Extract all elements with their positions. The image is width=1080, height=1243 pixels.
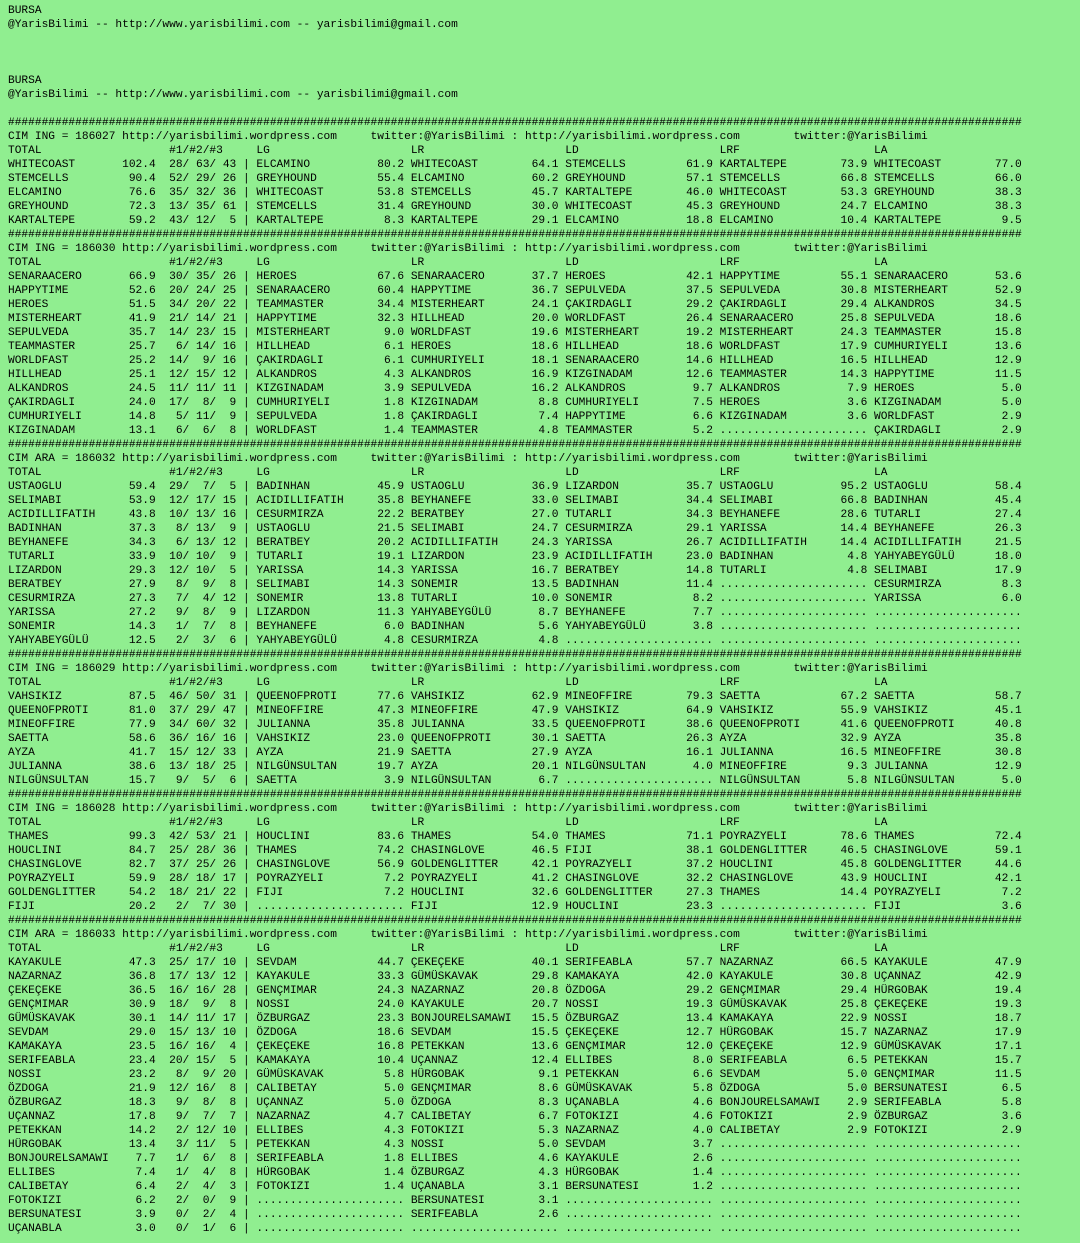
table-row: KARTALTEPE 59.2 43/ 12/ 5 | KARTALTEPE 8.3 KARTALTEPE 29.1 ELCAMINO 18.8 ELCAMINO 10.4 KARTALTEPE 9.5: [8, 215, 1022, 227]
table-row: TUTARLI 33.9 10/ 10/ 9 | TUTARLI 19.1 LIZARDON 23.9 ACIDILLIFATIH 23.0 BADINHAN 4.8 YAHYABEYGÜLÜ 18.0: [8, 551, 1022, 563]
table-row: SONEMIR 14.3 1/ 7/ 8 | BEYHANEFE 6.0 BADINHAN 5.6 YAHYABEYGÜLÜ 3.8 ...................... ......................: [8, 621, 1022, 633]
table-row: HAPPYTIME 52.6 20/ 24/ 25 | SENARAACERO 60.4 HAPPYTIME 36.7 SEPULVEDA 37.5 SEPULVEDA 30.8 MISTERHEART 52.9: [8, 285, 1022, 297]
table-row: ÖZDOGA 21.9 12/ 16/ 8 | CALIBETAY 5.0 GENÇMIMAR 8.6 GÜMÜSKAVAK 5.8 ÖZDOGA 5.0 BERSUNATESI 6.5: [8, 1083, 1022, 1095]
city-title: BURSA: [8, 75, 42, 87]
race-block: [8, 802, 1080, 914]
race-header: CIM ING = 186029 http://yarisbilimi.wordpress.com twitter:@YarisBilimi : http://yarisbilimi.wordpress.com twitter:@YarisBilimi: [8, 663, 928, 675]
hash-separator: #######################################################################################################################################################: [8, 117, 1022, 129]
table-row: NAZARNAZ 36.8 17/ 13/ 12 | KAYAKULE 33.3 GÜMÜSKAVAK 29.8 KAMAKAYA 42.0 KAYAKULE 30.8 UÇANNAZ 42.9: [8, 971, 1022, 983]
contact-line: @YarisBilimi -- http://www.yarisbilimi.com -- yarisbilimi@gmail.com: [8, 89, 458, 101]
table-row: FIJI 20.2 2/ 7/ 30 | ...................... FIJI 12.9 HOUCLINI 23.3 ...................... FIJI 3.6: [8, 901, 1022, 913]
table-row: SENARAACERO 66.9 30/ 35/ 26 | HEROES 67.6 SENARAACERO 37.7 HEROES 42.1 HAPPYTIME 55.1 SENARAACERO 53.6: [8, 271, 1022, 283]
table-row: SERIFEABLA 23.4 20/ 15/ 5 | KAMAKAYA 10.4 UÇANNAZ 12.4 ELLIBES 8.0 SERIFEABLA 6.5 PETEKKAN 15.7: [8, 1055, 1022, 1067]
race-header: CIM ARA = 186033 http://yarisbilimi.wordpress.com twitter:@YarisBilimi : http://yarisbilimi.wordpress.com twitter:@YarisBilimi: [8, 929, 928, 941]
table-row: USTAOGLU 59.4 29/ 7/ 5 | BADINHAN 45.9 USTAOGLU 36.9 LIZARDON 35.7 USTAOGLU 95.2 USTAOGLU 58.4: [8, 481, 1022, 493]
spacer: [8, 32, 1080, 60]
race-header: CIM ARA = 186032 http://yarisbilimi.wordpress.com twitter:@YarisBilimi : http://yarisbilimi.wordpress.com twitter:@YarisBilimi: [8, 453, 928, 465]
table-row: SAETTA 58.6 36/ 16/ 16 | VAHSIKIZ 23.0 QUEENOFPROTI 30.1 SAETTA 26.3 AYZA 32.9 AYZA 35.8: [8, 733, 1022, 745]
table-row: CUMHURIYELI 14.8 5/ 11/ 9 | SEPULVEDA 1.8 ÇAKIRDAGLI 7.4 HAPPYTIME 6.6 KIZGINADAM 3.6 WORLDFAST 2.9: [8, 411, 1022, 423]
table-row: ACIDILLIFATIH 43.8 10/ 13/ 16 | CESURMIRZA 22.2 BERATBEY 27.0 TUTARLI 34.3 BEYHANEFE 28.6 TUTARLI 27.4: [8, 509, 1022, 521]
table-row: QUEENOFPROTI 81.0 37/ 29/ 47 | MINEOFFIRE 47.3 MINEOFFIRE 47.9 VAHSIKIZ 64.9 VAHSIKIZ 55.9 VAHSIKIZ 45.1: [8, 705, 1022, 717]
table-row: ELLIBES 7.4 1/ 4/ 8 | HÜRGOBAK 1.4 ÖZBURGAZ 4.3 HÜRGOBAK 1.4 ...................... ......................: [8, 1167, 1022, 1179]
table-row: ELCAMINO 76.6 35/ 32/ 36 | WHITECOAST 53.8 STEMCELLS 45.7 KARTALTEPE 46.0 WHITECOAST 53.3 GREYHOUND 38.3: [8, 187, 1022, 199]
table-row: NOSSI 23.2 8/ 9/ 20 | GÜMÜSKAVAK 5.8 HÜRGOBAK 9.1 PETEKKAN 6.6 SEVDAM 5.0 GENÇMIMAR 11.5: [8, 1069, 1022, 1081]
hash-separator: #######################################################################################################################################################: [8, 789, 1022, 801]
table-row: ÇAKIRDAGLI 24.0 17/ 8/ 9 | CUMHURIYELI 1.8 KIZGINADAM 8.8 CUMHURIYELI 7.5 HEROES 3.6 KIZGINADAM 5.0: [8, 397, 1022, 409]
table-row: MISTERHEART 41.9 21/ 14/ 21 | HAPPYTIME 32.3 HILLHEAD 20.0 WORLDFAST 26.4 SENARAACERO 25.8 SEPULVEDA 18.6: [8, 313, 1022, 325]
table-row: PETEKKAN 14.2 2/ 12/ 10 | ELLIBES 4.3 FOTOKIZI 5.3 NAZARNAZ 4.0 CALIBETAY 2.9 FOTOKIZI 2.9: [8, 1125, 1022, 1137]
table-row: BONJOURELSAMAWI 7.7 1/ 6/ 8 | SERIFEABLA 1.8 ELLIBES 4.6 KAYAKULE 2.6 ...................... ......................: [8, 1153, 1022, 1165]
table-row: LIZARDON 29.3 12/ 10/ 5 | YARISSA 14.3 YARISSA 16.7 BERATBEY 14.8 TUTARLI 4.8 SELIMABI 17.9: [8, 565, 1022, 577]
table-row: BEYHANEFE 34.3 6/ 13/ 12 | BERATBEY 20.2 ACIDILLIFATIH 24.3 YARISSA 26.7 ACIDILLIFATIH 14.4 ACIDILLIFATIH 21.5: [8, 537, 1022, 549]
table-row: YAHYABEYGÜLÜ 12.5 2/ 3/ 6 | YAHYABEYGÜLÜ 4.8 CESURMIRZA 4.8 ...................... ...................... ......................: [8, 635, 1022, 647]
race-header: CIM ING = 186028 http://yarisbilimi.wordpress.com twitter:@YarisBilimi : http://yarisbilimi.wordpress.com twitter:@YarisBilimi: [8, 803, 928, 815]
table-row: MINEOFFIRE 77.9 34/ 60/ 32 | JULIANNA 35.8 JULIANNA 33.5 QUEENOFPROTI 38.6 QUEENOFPROTI 41.6 QUEENOFPROTI 40.8: [8, 719, 1022, 731]
table-row: FOTOKIZI 6.2 2/ 0/ 9 | ...................... BERSUNATESI 3.1 ...................... ...................... ......................: [8, 1195, 1022, 1207]
column-headers: TOTAL #1/#2/#3 LG LR LD LRF LA: [8, 145, 888, 157]
table-row: UÇANABLA 3.0 0/ 1/ 6 | ...................... ...................... ...................... ...................... ......................: [8, 1223, 1022, 1235]
table-row: ÇEKEÇEKE 36.5 16/ 16/ 28 | GENÇMIMAR 24.3 NAZARNAZ 20.8 ÖZDOGA 29.2 GENÇMIMAR 29.4 HÜRGOBAK 19.4: [8, 985, 1022, 997]
table-row: YARISSA 27.2 9/ 8/ 9 | LIZARDON 11.3 YAHYABEYGÜLÜ 8.7 BEYHANEFE 7.7 ...................... ......................: [8, 607, 1022, 619]
race-header: CIM ING = 186030 http://yarisbilimi.wordpress.com twitter:@YarisBilimi : http://yarisbilimi.wordpress.com twitter:@YarisBilimi: [8, 243, 928, 255]
column-headers: TOTAL #1/#2/#3 LG LR LD LRF LA: [8, 943, 888, 955]
spacer: [8, 102, 1080, 116]
race-block: [8, 130, 1080, 228]
table-row: KIZGINADAM 13.1 6/ 6/ 8 | WORLDFAST 1.4 TEAMMASTER 4.8 TEAMMASTER 5.2 ...................... ÇAKIRDAGLI 2.9: [8, 425, 1022, 437]
race-header: CIM ING = 186027 http://yarisbilimi.wordpress.com twitter:@YarisBilimi : http://yarisbilimi.wordpress.com twitter:@YarisBilimi: [8, 131, 928, 143]
table-row: GREYHOUND 72.3 13/ 35/ 61 | STEMCELLS 31.4 GREYHOUND 30.0 WHITECOAST 45.3 GREYHOUND 24.7 ELCAMINO 38.3: [8, 201, 1022, 213]
table-row: UÇANNAZ 17.8 9/ 7/ 7 | NAZARNAZ 4.7 CALIBETAY 6.7 FOTOKIZI 4.6 FOTOKIZI 2.9 ÖZBURGAZ 3.6: [8, 1111, 1022, 1123]
column-headers: TOTAL #1/#2/#3 LG LR LD LRF LA: [8, 677, 888, 689]
race-block: [8, 242, 1080, 438]
spacer: [8, 60, 1080, 74]
column-headers: TOTAL #1/#2/#3 LG LR LD LRF LA: [8, 257, 888, 269]
table-row: CESURMIRZA 27.3 7/ 4/ 12 | SONEMIR 13.8 TUTARLI 10.0 SONEMIR 8.2 ...................... YARISSA 6.0: [8, 593, 1022, 605]
table-row: KAMAKAYA 23.5 16/ 16/ 4 | ÇEKEÇEKE 16.8 PETEKKAN 13.6 GENÇMIMAR 12.0 ÇEKEÇEKE 12.9 GÜMÜSKAVAK 17.1: [8, 1041, 1022, 1053]
table-row: HEROES 51.5 34/ 20/ 22 | TEAMMASTER 34.4 MISTERHEART 24.1 ÇAKIRDAGLI 29.2 ÇAKIRDAGLI 29.4 ALKANDROS 34.5: [8, 299, 1022, 311]
race-block: [8, 452, 1080, 648]
table-row: CHASINGLOVE 82.7 37/ 25/ 26 | CHASINGLOVE 56.9 GOLDENGLITTER 42.1 POYRAZYELI 37.2 HOUCLINI 45.8 GOLDENGLITTER 44.6: [8, 859, 1022, 871]
table-row: ALKANDROS 24.5 11/ 11/ 11 | KIZGINADAM 3.9 SEPULVEDA 16.2 ALKANDROS 9.7 ALKANDROS 7.9 HEROES 5.0: [8, 383, 1022, 395]
column-headers: TOTAL #1/#2/#3 LG LR LD LRF LA: [8, 817, 888, 829]
city-title: BURSA: [8, 5, 42, 17]
table-row: AYZA 41.7 15/ 12/ 33 | AYZA 21.9 SAETTA 27.9 AYZA 16.1 JULIANNA 16.5 MINEOFFIRE 30.8: [8, 747, 1022, 759]
table-row: ÖZBURGAZ 18.3 9/ 8/ 8 | UÇANNAZ 5.0 ÖZDOGA 8.3 UÇANABLA 4.6 BONJOURELSAMAWI 2.9 SERIFEABLA 5.8: [8, 1097, 1022, 1109]
table-row: STEMCELLS 90.4 52/ 29/ 26 | GREYHOUND 55.4 ELCAMINO 60.2 GREYHOUND 57.1 STEMCELLS 66.8 STEMCELLS 66.0: [8, 173, 1022, 185]
table-row: VAHSIKIZ 87.5 46/ 50/ 31 | QUEENOFPROTI 77.6 VAHSIKIZ 62.9 MINEOFFIRE 79.3 SAETTA 67.2 SAETTA 58.7: [8, 691, 1022, 703]
table-row: HÜRGOBAK 13.4 3/ 11/ 5 | PETEKKAN 4.3 NOSSI 5.0 SEVDAM 3.7 ...................... ......................: [8, 1139, 1022, 1151]
race-tables: [8, 116, 1080, 1236]
hash-separator: #######################################################################################################################################################: [8, 229, 1022, 241]
table-row: SEPULVEDA 35.7 14/ 23/ 15 | MISTERHEART 9.0 WORLDFAST 19.6 MISTERHEART 19.2 MISTERHEART 24.3 TEAMMASTER 15.8: [8, 327, 1022, 339]
table-row: GOLDENGLITTER 54.2 18/ 21/ 22 | FIJI 7.2 HOUCLINI 32.6 GOLDENGLITTER 27.3 THAMES 14.4 POYRAZYELI 7.2: [8, 887, 1022, 899]
hash-separator: #######################################################################################################################################################: [8, 649, 1022, 661]
hash-separator: #######################################################################################################################################################: [8, 439, 1022, 451]
column-headers: TOTAL #1/#2/#3 LG LR LD LRF LA: [8, 467, 888, 479]
table-row: CALIBETAY 6.4 2/ 4/ 3 | FOTOKIZI 1.4 UÇANABLA 3.1 BERSUNATESI 1.2 ...................... ......................: [8, 1181, 1022, 1193]
table-row: WORLDFAST 25.2 14/ 9/ 16 | ÇAKIRDAGLI 6.1 CUMHURIYELI 18.1 SENARAACERO 14.6 HILLHEAD 16.5 HILLHEAD 12.9: [8, 355, 1022, 367]
table-row: NILGÜNSULTAN 15.7 9/ 5/ 6 | SAETTA 3.9 NILGÜNSULTAN 6.7 ...................... NILGÜNSULTAN 5.8 NILGÜNSULTAN 5.0: [8, 775, 1022, 787]
table-row: SELIMABI 53.9 12/ 17/ 15 | ACIDILLIFATIH 35.8 BEYHANEFE 33.0 SELIMABI 34.4 SELIMABI 66.8 BADINHAN 45.4: [8, 495, 1022, 507]
table-row: TEAMMASTER 25.7 6/ 14/ 16 | HILLHEAD 6.1 HEROES 18.6 HILLHEAD 18.6 WORLDFAST 17.9 CUMHURIYELI 13.6: [8, 341, 1022, 353]
table-row: THAMES 99.3 42/ 53/ 21 | HOUCLINI 83.6 THAMES 54.0 THAMES 71.1 POYRAZYELI 78.6 THAMES 72.4: [8, 831, 1022, 843]
table-row: BADINHAN 37.3 8/ 13/ 9 | USTAOGLU 21.5 SELIMABI 24.7 CESURMIRZA 29.1 YARISSA 14.4 BEYHANEFE 26.3: [8, 523, 1022, 535]
table-row: HOUCLINI 84.7 25/ 28/ 36 | THAMES 74.2 CHASINGLOVE 46.5 FIJI 38.1 GOLDENGLITTER 46.5 CHASINGLOVE 59.1: [8, 845, 1022, 857]
race-block: [8, 662, 1080, 788]
table-row: HILLHEAD 25.1 12/ 15/ 12 | ALKANDROS 4.3 ALKANDROS 16.9 KIZGINADAM 12.6 TEAMMASTER 14.3 HAPPYTIME 11.5: [8, 369, 1022, 381]
table-row: SEVDAM 29.0 15/ 13/ 10 | ÖZDOGA 18.6 SEVDAM 15.5 ÇEKEÇEKE 12.7 HÜRGOBAK 15.7 NAZARNAZ 17.9: [8, 1027, 1022, 1039]
table-row: JULIANNA 38.6 13/ 18/ 25 | NILGÜNSULTAN 19.7 AYZA 20.1 NILGÜNSULTAN 4.0 MINEOFFIRE 9.3 JULIANNA 12.9: [8, 761, 1022, 773]
table-row: GÜMÜSKAVAK 30.1 14/ 11/ 17 | ÖZBURGAZ 23.3 BONJOURELSAMAWI 15.5 ÖZBURGAZ 13.4 KAMAKAYA 22.9 NOSSI 18.7: [8, 1013, 1022, 1025]
table-row: WHITECOAST 102.4 28/ 63/ 43 | ELCAMINO 80.2 WHITECOAST 64.1 STEMCELLS 61.9 KARTALTEPE 73.9 WHITECOAST 77.0: [8, 159, 1022, 171]
hash-separator: #######################################################################################################################################################: [8, 915, 1022, 927]
table-row: BERATBEY 27.9 8/ 9/ 8 | SELIMABI 14.3 SONEMIR 13.5 BADINHAN 11.4 ...................... CESURMIRZA 8.3: [8, 579, 1022, 591]
table-row: BERSUNATESI 3.9 0/ 2/ 4 | ...................... SERIFEABLA 2.6 ...................... ...................... ......................: [8, 1209, 1022, 1221]
race-block: [8, 928, 1080, 1236]
table-row: KAYAKULE 47.3 25/ 17/ 10 | SEVDAM 44.7 ÇEKEÇEKE 40.1 SERIFEABLA 57.7 NAZARNAZ 66.5 KAYAKULE 47.9: [8, 957, 1022, 969]
contact-line: @YarisBilimi -- http://www.yarisbilimi.com -- yarisbilimi@gmail.com: [8, 19, 458, 31]
table-row: POYRAZYELI 59.9 28/ 18/ 17 | POYRAZYELI 7.2 POYRAZYELI 41.2 CHASINGLOVE 32.2 CHASINGLOVE 43.9 HOUCLINI 42.1: [8, 873, 1022, 885]
table-row: GENÇMIMAR 30.9 18/ 9/ 8 | NOSSI 24.0 KAYAKULE 20.7 NOSSI 19.3 GÜMÜSKAVAK 25.8 ÇEKEÇEKE 19.3: [8, 999, 1022, 1011]
